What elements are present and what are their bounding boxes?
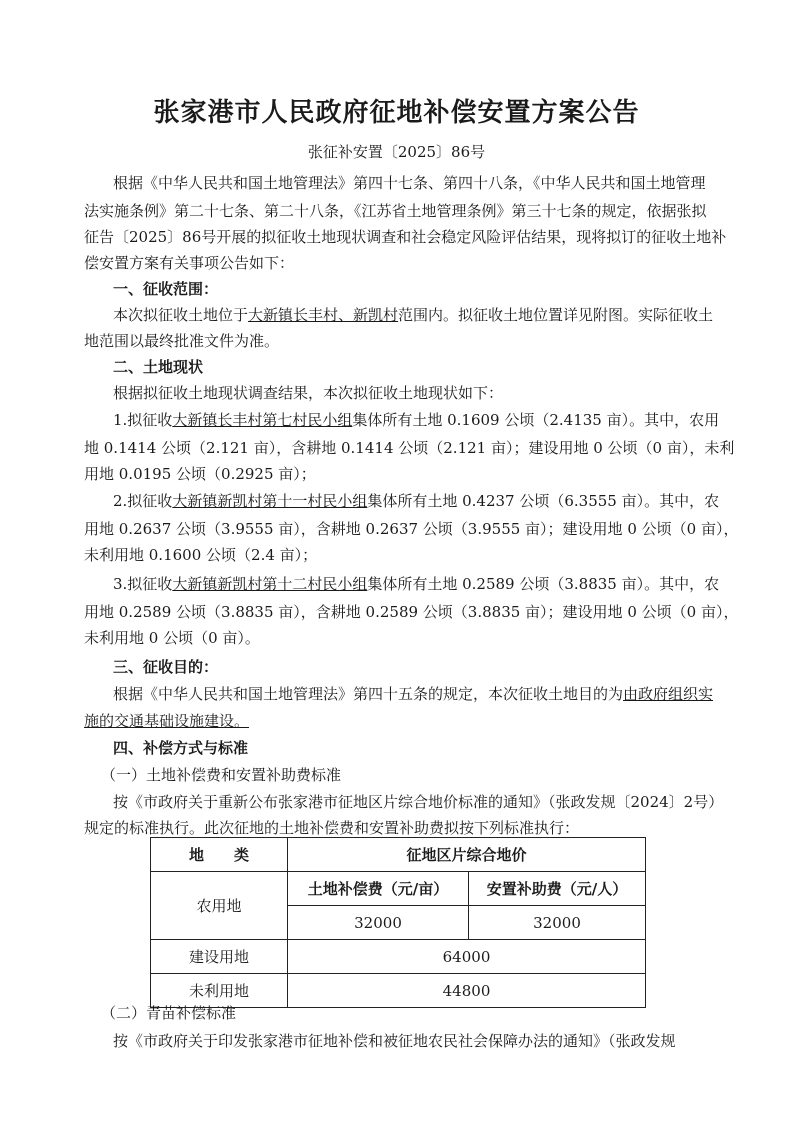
item-3-prefix: 3.拟征收 <box>113 575 173 593</box>
document-number: 张征补安置〔2025〕86号 <box>307 143 486 161</box>
subsection-1-heading: （一）土地补偿费和安置补助费标准 <box>101 766 342 784</box>
section-3-purpose-part-1: 由政府组织实 <box>623 685 714 703</box>
intro-line-4: 偿安置方案有关事项公告如下： <box>84 254 295 272</box>
table-row-farmland-subheader <box>151 872 646 906</box>
section-1-heading: 一、征收范围： <box>113 280 219 298</box>
section-4-paragraph-line-2: 规定的标准执行。此次征地的土地补偿费和安置补助费拟按下列标准执行： <box>84 819 580 837</box>
section-2-heading: 二、土地现状 <box>113 358 204 376</box>
section-3-heading: 三、征收目的： <box>113 658 219 676</box>
section-1-text: 本次拟征收土地位于 <box>113 306 249 324</box>
section-3-purpose-part-2: 施的交通基础设施建设。 <box>84 712 250 730</box>
section-3-line-1 <box>113 683 714 704</box>
item-2-line-3: 未利用地 0.1600 公顷（2.4 亩）； <box>84 546 318 564</box>
section-3-line-2 <box>84 710 714 731</box>
construction-value: 64000 <box>288 940 646 974</box>
item-1-line-1 <box>113 409 720 430</box>
farmland-land-compensation-value: 32000 <box>288 906 469 940</box>
page-title: 张家港市人民政府征地补偿安置方案公告 <box>153 98 640 128</box>
header-land-category: 地 类 <box>151 838 288 872</box>
unused-value: 44800 <box>288 974 646 1008</box>
item-3-line-3: 未利用地 0 公顷（0 亩）。 <box>84 629 260 647</box>
intro-line-1: 根据《中华人民共和国土地管理法》第四十七条、第四十八条，《中华人民共和国土地管理 <box>113 174 706 192</box>
section-4-paragraph-line-1: 按《市政府关于重新公布张家港市征地区片综合地价标准的通知》（张政发规〔2024〕2号） <box>113 793 724 811</box>
farmland-resettlement-value: 32000 <box>469 906 646 940</box>
table-row-construction <box>151 940 646 974</box>
section-4-paragraph-line-3: 按《市政府关于印发张家港市征地补偿和被征地农民社会保障办法的通知》（张政发规 <box>113 1032 676 1050</box>
row-label-construction: 建设用地 <box>151 940 288 974</box>
header-resettlement-subsidy: 安置补助费（元/人） <box>469 872 646 906</box>
item-3-village-group: 大新镇新凯村第十二村民小组 <box>172 575 368 593</box>
item-2-village-group: 大新镇新凯村第十一村民小组 <box>172 492 368 510</box>
item-3-text: 集体所有土地 0.2589 公顷（3.8835 亩）。其中，农 <box>367 575 720 593</box>
header-land-compensation: 土地补偿费（元/亩） <box>288 872 469 906</box>
item-1-line-3: 用地 0.0195 公顷（0.2925 亩）； <box>84 465 316 483</box>
section-1-location: 大新镇长丰村、新凯村 <box>248 306 399 324</box>
item-1-text: 集体所有土地 0.1609 公顷（2.4135 亩）。其中，农用 <box>352 411 720 429</box>
item-2-text: 集体所有土地 0.4237 公顷（6.3555 亩）。其中，农 <box>367 492 720 510</box>
item-2-line-2: 用地 0.2637 公顷（3.9555 亩），含耕地 0.2637 公顷（3.9555 亩）；建设用地 0 公顷（0 亩）， <box>84 520 739 538</box>
table-header-row <box>151 838 646 872</box>
item-1-village-group: 大新镇长丰村第七村民小组 <box>172 411 353 429</box>
item-3-line-2: 用地 0.2589 公顷（3.8835 亩），含耕地 0.2589 公顷（3.8835 亩）；建设用地 0 公顷（0 亩）， <box>84 603 739 621</box>
row-label-farmland: 农用地 <box>151 872 288 940</box>
subsection-2-heading: （二）青苗补偿标准 <box>101 1004 237 1022</box>
compensation-standard-table <box>150 837 646 1008</box>
item-3-line-1 <box>113 573 720 594</box>
item-2-line-1 <box>113 490 720 511</box>
header-composite-price: 征地区片综合地价 <box>288 838 646 872</box>
section-3-text: 根据《中华人民共和国土地管理法》第四十五条的规定，本次征收土地目的为 <box>113 685 624 703</box>
section-1-paragraph-line-1 <box>113 304 714 325</box>
row-label-unused: 未利用地 <box>151 974 288 1008</box>
section-1-text-cont: 范围内。拟征收土地位置详见附图。实际征收土 <box>398 306 714 324</box>
section-2-lead: 根据拟征收土地现状调查结果，本次拟征收土地现状如下： <box>113 384 504 402</box>
intro-line-3: 征告〔2025〕86号开展的拟征收土地现状调查和社会稳定风险评估结果，现将拟订的征收土地补 <box>84 228 727 246</box>
item-1-prefix: 1.拟征收 <box>113 411 173 429</box>
intro-line-2: 法实施条例》第二十七条、第二十八条，《江苏省土地管理条例》第三十七条的规定，依据张拟 <box>84 202 707 220</box>
item-2-prefix: 2.拟征收 <box>113 492 173 510</box>
section-1-paragraph-line-2: 地范围以最终批准文件为准。 <box>84 332 280 350</box>
item-1-line-2: 地 0.1414 公顷（2.121 亩），含耕地 0.1414 公顷（2.121 亩）；建设用地 0 公顷（0 亩），未利 <box>84 439 735 457</box>
section-4-heading: 四、补偿方式与标准 <box>113 739 249 757</box>
